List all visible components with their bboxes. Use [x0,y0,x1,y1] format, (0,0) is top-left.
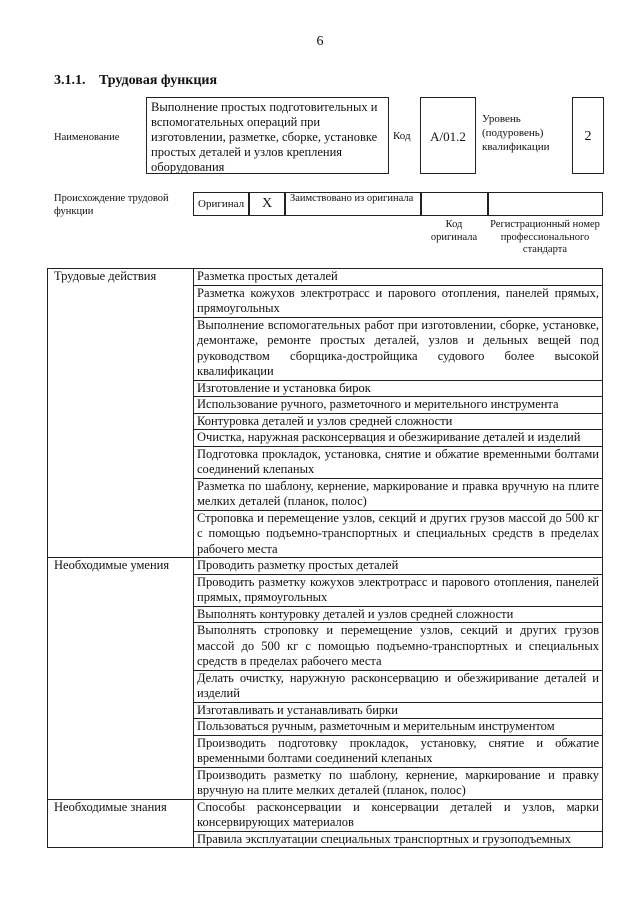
item-text: Проводить разметку простых деталей [194,558,603,575]
origin-label: Происхождение трудовой функции [54,193,169,217]
original-mark: X [249,192,285,216]
section-heading [54,73,217,89]
original-code-cell [421,192,488,216]
level-label: Уровень (подуровень) квалификации [482,113,550,153]
item-text: Делать очистку, наружную расконсервацию и обезжиривание деталей и изделий [194,670,603,702]
item-text: Производить подготовку прокладок, установку, снятие и обжатие временными болтами соединений клепаных [194,735,603,767]
category-label: Трудовые действия [48,269,194,558]
item-text: Разметка кожухов электротрасс и парового отопления, панелей прямых, прямоугольных [194,285,603,317]
item-text: Производить разметку по шаблону, кернение, маркирование и правку вручную на плите мелких деталей (планок, полос) [194,767,603,799]
borrowed-label: Заимствовано из оригинала [285,192,421,216]
level-value: 2 [572,97,604,174]
item-text: Использование ручного, разметочного и мерительного инструмента [194,397,603,414]
item-text: Изготавливать и устанавливать бирки [194,702,603,719]
item-text: Выполнение вспомогательных работ при изготовлении, сборке, установке, демонтаже, ремонте простых деталей, узлов и дельных вещей под руководством сборщика-достройщика судового более высокой квалификации [194,317,603,380]
item-text: Правила эксплуатации специальных транспортных и грузоподъемных [194,831,603,848]
section-title: Трудовая функция [99,73,218,88]
name-label: Наименование [54,132,120,143]
original-label: Оригинал [193,192,249,216]
code-value: A/01.2 [420,97,476,174]
table-row [48,558,603,575]
original-code-caption: Код оригинала [430,219,478,243]
item-text: Контуровка деталей и узлов средней сложности [194,413,603,430]
section-number: 3.1.1. [54,73,86,88]
origin-row [193,192,603,216]
reg-number-caption: Регистрационный номер профессионального стандарта [490,219,600,255]
code-label: Код [393,130,411,142]
item-text: Выполнять строповку и перемещение узлов, секций и других грузов массой до 500 кг с помощью подъемно-транспортных и специальных средств в пределах рабочего места [194,623,603,671]
reg-number-cell [488,192,603,216]
page-number: 6 [316,34,324,49]
item-text: Способы расконсервации и консервации деталей и узлов, марки консервирующих материалов [194,799,603,831]
category-label: Необходимые умения [48,558,194,800]
function-name-value: Выполнение простых подготовительных и вспомогательных операций при изготовлении, разметке, сборке, установке простых деталей и узлов крепления оборудования [146,97,389,174]
category-label: Необходимые знания [48,799,194,848]
item-text: Выполнять контуровку деталей и узлов средней сложности [194,606,603,623]
table-row [48,269,603,286]
item-text: Разметка простых деталей [194,269,603,286]
item-text: Очистка, наружная расконсервация и обезжиривание деталей и изделий [194,430,603,447]
function-table [47,268,603,848]
item-text: Строповка и перемещение узлов, секций и других грузов массой до 500 кг с помощью подъемно-транспортных и специальных средств в пределах рабочего места [194,510,603,558]
table-row [48,799,603,831]
item-text: Разметка по шаблону, кернение, маркирование и правка вручную на плите мелких деталей (планок, полос) [194,478,603,510]
item-text: Подготовка прокладок, установка, снятие и обжатие временными болтами соединений клепаных [194,446,603,478]
item-text: Изготовление и установка бирок [194,380,603,397]
item-text: Пользоваться ручным, разметочным и мерительным инструментом [194,719,603,736]
item-text: Проводить разметку кожухов электротрасс и парового отопления, панелей прямых, прямоугольных [194,574,603,606]
